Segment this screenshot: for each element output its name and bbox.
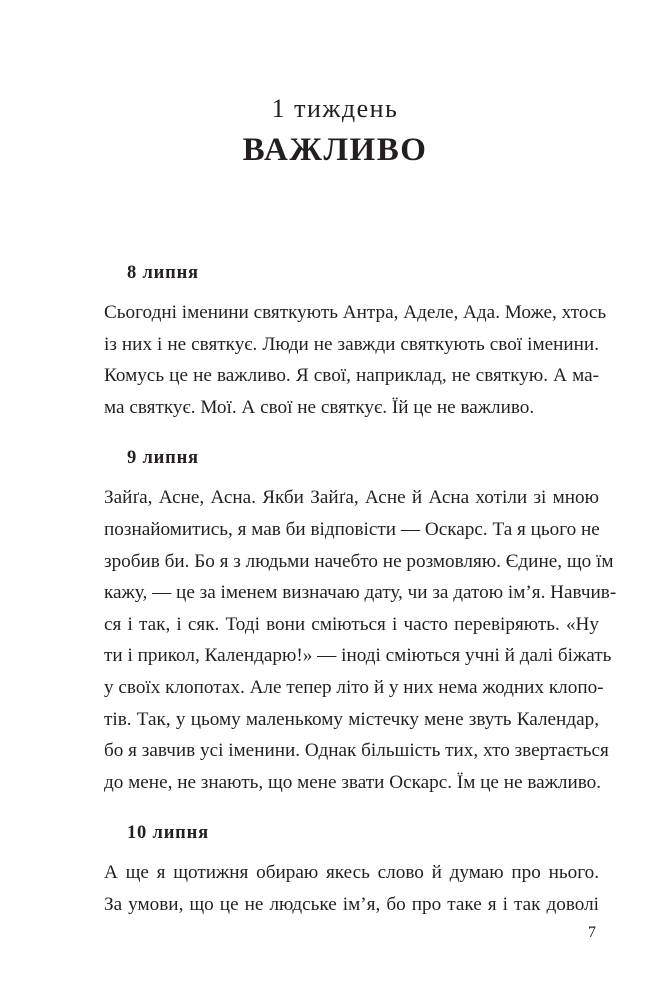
entry-date: 9 липня	[127, 448, 199, 469]
page-number: 7	[588, 924, 596, 941]
text-line: познайомитись, я мав би відповісти — Оскарс. Та я цього не	[104, 518, 600, 540]
text-line: ма святкує. Мої. А свої не святкує. Їй це не важливо.	[104, 396, 535, 418]
text-line: до мене, не знають, що мене звати Оскарс. Їм це не важливо.	[104, 771, 602, 793]
diary-entry	[104, 262, 607, 423]
text-line: А ще я щотижня обираю якесь слово й думаю про нього.	[104, 862, 599, 884]
chapter-title: ВАЖЛИВО	[242, 132, 428, 168]
text-line: За умови, що це не людське ім’я, бо про таке я і так доволі	[104, 893, 599, 915]
diary-entry	[104, 822, 599, 920]
text-line: Зайґа, Асне, Асна. Якби Зайґа, Асне й Асна хотіли зі мною	[104, 487, 599, 509]
text-line: із них і не святкує. Люди не завжди святкують свої іменини.	[104, 333, 599, 355]
entry-date: 10 липня	[127, 823, 209, 844]
text-line: Сьогодні іменини святкують Антра, Аделе, Ада. Може, хтось	[104, 302, 607, 323]
diary-entry	[104, 447, 617, 798]
week-label: 1 тиждень	[271, 94, 399, 123]
text-line: бо я завчив усі іменини. Однак більшість тих, хто звертається	[104, 740, 609, 762]
text-line: Комусь це не важливо. Я свої, наприклад, не святкую. А ма-	[104, 365, 599, 387]
entry-date: 8 липня	[127, 263, 199, 283]
text-line: у своїх клопотах. Але тепер літо й у них нема жодних клопо-	[104, 676, 604, 698]
text-line: зробив би. Бо я з людьми начебто не розмовляю. Єдине, що їм	[104, 550, 614, 572]
text-line: ся і так, і сяк. Тоді вони сміються і часто перевіряють. «Ну	[104, 613, 599, 635]
diary-entries	[104, 262, 617, 945]
text-line: тів. Так, у цьому маленькому містечку мене звуть Календар,	[104, 708, 599, 730]
text-line: кажу, — це за іменем визначаю дату, чи за датою ім’я. Навчив-	[104, 582, 617, 604]
text-line: ти і прикол, Календарю!» — іноді сміються учні й далі біжать	[104, 645, 612, 667]
